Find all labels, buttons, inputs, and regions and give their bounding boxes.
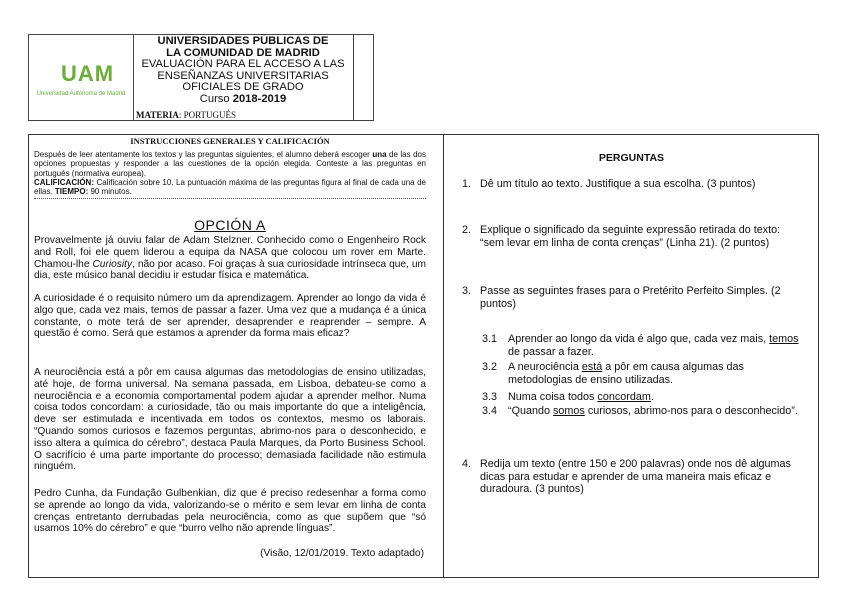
- question-1: 1. Dê um título ao texto. Justifique a sua escolha. (3 puntos): [462, 178, 756, 190]
- questions-title: PERGUNTAS: [598, 152, 665, 164]
- subquestion-3-1: 3.1 Aprender ao longo da vida é algo que, cada vez mais, temos de passar a fazer.: [482, 333, 799, 358]
- logo-cell: [29, 35, 134, 120]
- text-paragraph-3: A neurociência está a pôr em causa algumas das metodologias de ensino utilizadas, até hoje, de forma universal. Na semana passada, em Lisboa, debateu-se como a neurociência e a economia comportamental podem ajudar a aprender melhor. Numa coisa todos concordam: a curiosidade, tão ou mais importante do que a inteligência, deve ser estimulada e incentivada em todos os contextos, mesmo os laborais. “Quando somos curiosos e fazemos perguntas, abrimo-nos para o desconhecido, e isso altera a química do cérebro”, destaca Paula Marques, da Porto Business School. O sacrifício é uma parte importante do processo; demasiada facilidade não estimula ninguém.: [34, 367, 426, 473]
- exam-header: [28, 34, 374, 121]
- uam-logo: UAM: [61, 61, 115, 86]
- question-2: 2. Explique o significado da seguinte expressão retirada do texto: “sem levar em linha de conta crenças” (Linha 21). (2 puntos): [462, 224, 781, 249]
- instructions-text: Después de leer atentamente los textos y las preguntas siguientes, el alumno deberá escoger una de las dos opciones propuestas y responder a las cuestiones de la opción elegida. Conteste a las preguntas en portugués (normativa europea).: [34, 150, 426, 178]
- curso-line: Curso 2018-2019: [199, 92, 287, 105]
- empty-cell: [353, 35, 375, 120]
- column-divider: [443, 134, 444, 578]
- subtitle-line-3: OFICIALES DE GRADO: [182, 81, 304, 93]
- university-name: Universidad Autónoma de Madrid: [36, 91, 126, 97]
- instructions-title: INSTRUCCIONES GENERALES Y CALIFICACIÓN: [130, 136, 330, 146]
- subquestion-3-4: 3.4 “Quando somos curiosos, abrimo-nos para o desconhecido”.: [482, 405, 798, 417]
- title-cell: [133, 35, 354, 120]
- text-source: (Visão, 12/01/2019. Texto adaptado): [260, 548, 424, 559]
- curso-value: 2018-2019: [232, 92, 287, 105]
- subquestion-3-2: 3.2 A neurociência está a pôr em causa algumas das metodologias de ensino utilizadas.: [482, 361, 744, 386]
- title-line-2: LA COMUNIDAD DE MADRID: [166, 46, 320, 59]
- subtitle-line-2: ENSEÑANZAS UNIVERSITARIAS: [157, 69, 329, 82]
- text-paragraph-2: A curiosidade é o requisito número um da aprendizagem. Aprender ao longo da vida é algo que, cada vez mais, temos de passar a fazer. Uma vez que a mudança é a única constante, o mote terá de ser aprender, desaprender e reaprender – sempre. A questão é como. Será que estamos a aprender da forma mais eficaz?: [34, 293, 426, 340]
- instructions: [34, 137, 426, 199]
- title-line-1: UNIVERSIDADES PÚBLICAS DE: [157, 35, 329, 47]
- subquestion-3-3: 3.3 Numa coisa todos concordam.: [482, 391, 654, 403]
- calificacion-text: CALIFICACIÓN: Calificación sobre 10. La puntuación máxima de las preguntas figura al final de cada una de ellas. TIEMPO: 90 minutos.: [34, 177, 426, 197]
- text-paragraph-4: Pedro Cunha, da Fundação Gulbenkian, diz que é preciso redesenhar a forma como se aprende ao longo da vida, valorizando-se o mérito e sem levar em linha de conta crenças entretanto derrubadas pela neurociência, como as que supõem que “só usamos 10% do cérebro” e que “burro velho não aprende línguas”.: [34, 488, 426, 535]
- question-3: 3. Passe as seguintes frases para o Pretérito Perfeito Simples. (2 puntos): [462, 285, 781, 310]
- materia-line: MATERIA: PORTUGUÉS: [136, 110, 237, 120]
- subtitle-line-1: EVALUACIÓN PARA EL ACCESO A LAS: [141, 58, 345, 70]
- text-paragraph-1: Provavelmente já ouviu falar de Adam Stelzner. Conhecido como o Engenheiro Rock and Roll, foi ele quem liderou a equipa da NASA que colocou um rover em Marte. Chamou-lhe Curiosity, não por acaso. Foi graças à sua curiosidade intrínseca que, um dia, este músico banal decidiu ir estudar física e matemática.: [34, 235, 426, 282]
- dotted-divider: [34, 198, 426, 199]
- option-title: OPCIÓN A: [194, 217, 266, 233]
- exam-title: [133, 36, 353, 105]
- question-4: 4. Redija um texto (entre 150 e 200 palavras) onde nos dê algumas dicas para estudar e aprender de uma maneira mais eficaz e duradoura. (3 puntos): [462, 458, 791, 495]
